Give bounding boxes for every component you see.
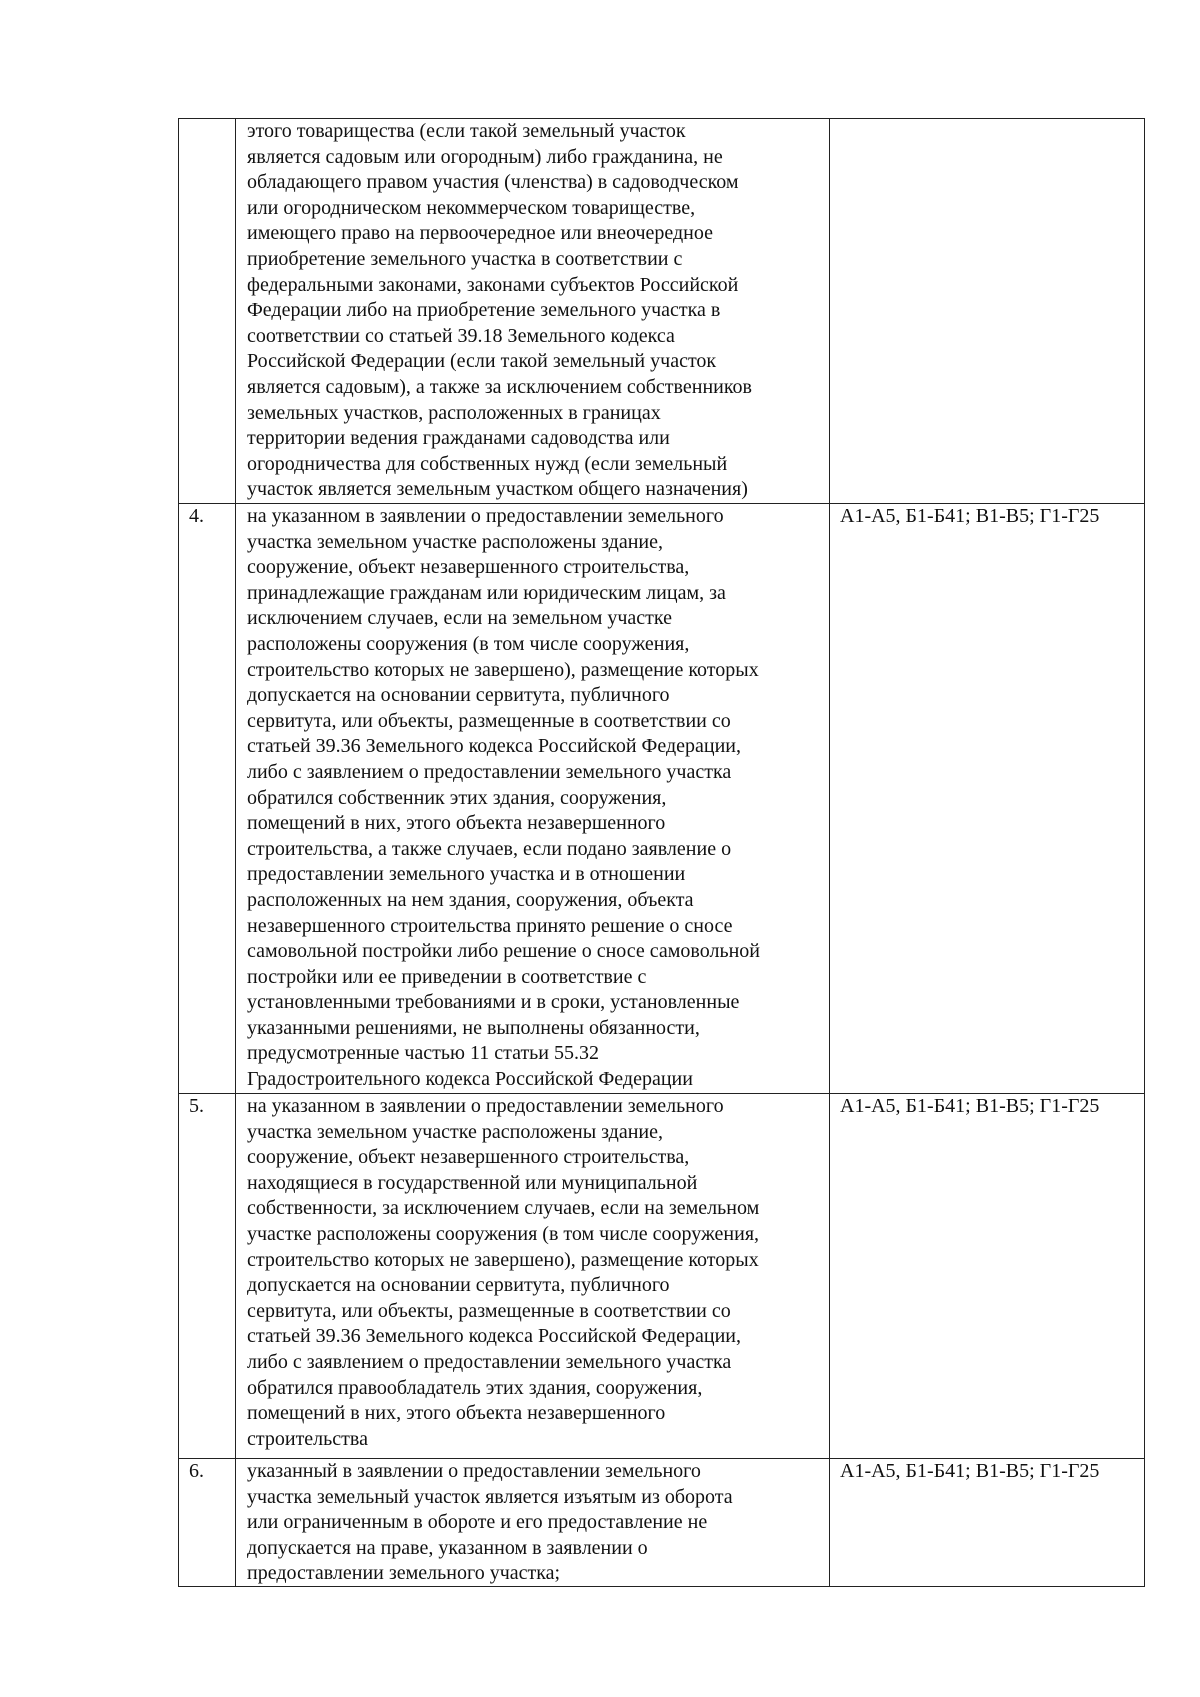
text-line: земельных участков, расположенных в границах	[247, 401, 661, 424]
text-line: участка земельный участок является изъятым из оборота	[247, 1485, 733, 1508]
text-line: либо с заявлением о предоставлении земельного участка	[247, 1350, 732, 1373]
text-line: обратился правообладатель этих здания, сооружения,	[247, 1376, 703, 1399]
text-line: строительство которых не завершено), размещение которых	[247, 658, 759, 681]
text-line: Градостроительного кодекса Российской Федерации	[247, 1068, 693, 1091]
text-line: незавершенного строительства принято решение о сносе	[247, 914, 733, 937]
text-line: статьей 39.36 Земельного кодекса Российской Федерации,	[247, 735, 742, 758]
text-line: на указанном в заявлении о предоставлении земельного	[247, 1095, 724, 1117]
text-line: сервитута, или объекты, размещенные в соответствии со	[247, 709, 731, 732]
text-line: исключением случаев, если на земельном участке	[247, 607, 672, 630]
text-line: указанными решениями, не выполнены обязанности,	[247, 1016, 700, 1039]
table-row	[179, 1459, 1145, 1587]
text-line: соответствии со статьей 39.18 Земельного кодекса	[247, 324, 675, 347]
row-codes-cell	[830, 119, 1145, 504]
text-line: статьей 39.36 Земельного кодекса Российской Федерации,	[247, 1325, 742, 1348]
row-number-cell	[179, 1094, 236, 1459]
text-line: сервитута, или объекты, размещенные в соответствии со	[247, 1299, 731, 1322]
text-line: помещений в них, этого объекта незавершенного	[247, 812, 666, 835]
row-number-cell	[179, 504, 236, 1094]
row-text-cell	[236, 119, 830, 504]
row-codes: А1-А5, Б1-Б41; В1-В5; Г1-Г25	[840, 505, 1100, 527]
text-line: участка земельном участке расположены здание,	[247, 530, 664, 553]
text-line: указанный в заявлении о предоставлении земельного	[247, 1460, 701, 1482]
text-line: обладающего правом участия (членства) в садоводческом	[247, 171, 739, 194]
row-codes-cell	[830, 1459, 1145, 1587]
text-line: допускается на основании сервитута, публичного	[247, 684, 670, 707]
text-line: установленными требованиями и в сроки, установленные	[247, 991, 740, 1014]
text-line: сооружение, объект незавершенного строительства,	[247, 1146, 690, 1169]
text-line: постройки или ее приведении в соответствие с	[247, 965, 647, 988]
row-number: 4.	[189, 505, 204, 527]
row-number-cell	[179, 1459, 236, 1587]
text-line: расположены сооружения (в том числе сооружения,	[247, 632, 690, 655]
table-row	[179, 1094, 1145, 1459]
text-line: допускается на праве, указанном в заявлении о	[247, 1536, 648, 1559]
text-line: самовольной постройки либо решение о сносе самовольной	[247, 940, 760, 963]
row-codes: А1-А5, Б1-Б41; В1-В5; Г1-Г25	[840, 1095, 1100, 1117]
text-line: строительства, а также случаев, если подано заявление о	[247, 837, 732, 860]
text-line: территории ведения гражданами садоводства или	[247, 427, 670, 450]
text-line: находящиеся в государственной или муниципальной	[247, 1171, 698, 1194]
row-text-cell	[236, 1094, 830, 1459]
text-line: Федерации либо на приобретение земельного участка в	[247, 299, 721, 322]
row-text-cell	[236, 504, 830, 1094]
text-line: участка земельном участке расположены здание,	[247, 1120, 664, 1143]
text-line: принадлежащие гражданам или юридическим лицам, за	[247, 581, 726, 604]
text-line: участке расположены сооружения (в том числе сооружения,	[247, 1222, 760, 1245]
text-line: допускается на основании сервитута, публичного	[247, 1274, 670, 1297]
row-codes-cell	[830, 1094, 1145, 1459]
row-text-cell	[236, 1459, 830, 1587]
text-line: либо с заявлением о предоставлении земельного участка	[247, 760, 732, 783]
text-line: строительства	[247, 1427, 368, 1450]
text-line: сооружение, объект незавершенного строительства,	[247, 556, 690, 579]
row-text	[247, 1094, 823, 1458]
row-codes: А1-А5, Б1-Б41; В1-В5; Г1-Г25	[840, 1460, 1100, 1482]
row-text	[247, 1459, 823, 1586]
text-line: участок является земельным участком общего назначения)	[247, 478, 748, 501]
row-number: 5.	[189, 1095, 204, 1117]
text-line: строительство которых не завершено), размещение которых	[247, 1248, 759, 1271]
text-line: или огородническом некоммерческом товариществе,	[247, 196, 696, 219]
row-text	[247, 119, 823, 503]
row-number-cell	[179, 119, 236, 504]
refusal-grounds-table	[178, 118, 1145, 1587]
text-line: расположенных на нем здания, сооружения, объекта	[247, 888, 694, 911]
row-text	[247, 504, 823, 1093]
text-line: федеральными законами, законами субъектов Российской	[247, 273, 739, 296]
text-line: приобретение земельного участка в соответствии с	[247, 247, 683, 270]
text-line: предоставлении земельного участка;	[247, 1562, 561, 1585]
text-line: является садовым или огородным) либо гражданина, не	[247, 145, 723, 168]
text-line: предоставлении земельного участка и в отношении	[247, 863, 686, 886]
text-line: или ограниченным в обороте и его предоставление не	[247, 1511, 708, 1534]
text-line: этого товарищества (если такой земельный участок	[247, 120, 686, 142]
table-row	[179, 504, 1145, 1094]
text-line: огородничества для собственных нужд (если земельный	[247, 452, 728, 475]
table-row	[179, 119, 1145, 504]
text-line: Российской Федерации (если такой земельный участок	[247, 350, 717, 373]
text-line: имеющего право на первоочередное или внеочередное	[247, 222, 713, 245]
text-line: является садовым), а также за исключением собственников	[247, 375, 752, 398]
row-codes-cell	[830, 504, 1145, 1094]
text-line: обратился собственник этих здания, сооружения,	[247, 786, 667, 809]
text-line: предусмотренные частью 11 статьи 55.32	[247, 1042, 600, 1065]
row-number: 6.	[189, 1460, 204, 1482]
text-line: собственности, за исключением случаев, если на земельном	[247, 1197, 760, 1220]
text-line: помещений в них, этого объекта незавершенного	[247, 1402, 666, 1425]
text-line: на указанном в заявлении о предоставлении земельного	[247, 505, 724, 527]
